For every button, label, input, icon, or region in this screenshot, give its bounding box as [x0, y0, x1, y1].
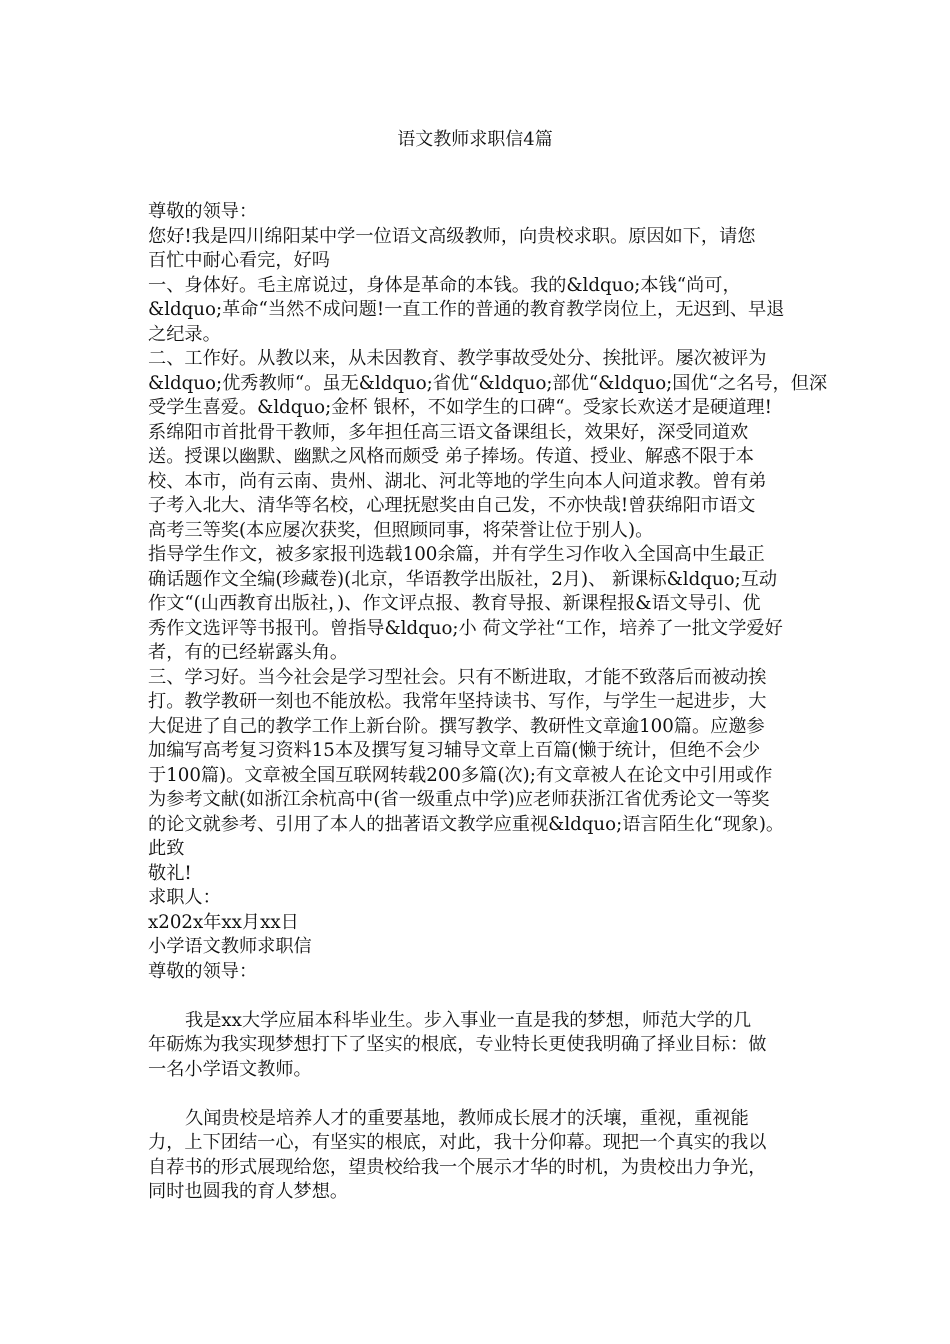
salutation: 尊敬的领导： — [148, 960, 258, 982]
signature-label: 求职人： — [148, 887, 221, 908]
paragraph-line: 同时也圆我的育人梦想。 — [148, 1181, 349, 1202]
section-heading: 小学语文教师求职信 — [148, 936, 312, 957]
date-line: x202x年xx月xx日 — [148, 911, 299, 933]
text-line: 指导学生作文，被多家报刊选载100余篇，并有学生习作收入全国高中生最正 — [148, 544, 765, 565]
text-line: 尊敬的领导： — [148, 201, 258, 222]
text-line: 为参考文献(如浙江余杭高中(省一级重点中学)应老师获浙江省优秀论文一等奖 — [148, 789, 770, 810]
text-line: 校、本市，尚有云南、贵州、湖北、河北等地的学生向本人问道求教。曾有弟 — [148, 470, 767, 492]
text-line: 百忙中耐心看完，好吗 — [148, 250, 330, 271]
paragraph-line: 自荐书的形式展现给您，望贵校给我一个展示才华的时机，为贵校出力争光， — [148, 1156, 767, 1178]
text-line: 于100篇)。文章被全国互联网转载200多篇(次);有文章被人在论文中引用或作 — [148, 764, 773, 786]
paragraph-line: 年砺炼为我实现梦想打下了坚实的根底，专业特长更使我明确了择业目标：做 — [148, 1034, 767, 1055]
text-line: 子考入北大、清华等名校，心理抚慰奖由自己发，不亦快哉!曾获绵阳市语文 — [148, 495, 756, 516]
text-line: 送。授课以幽默、幽默之风格而颇受 弟子捧场。传道、授业、解惑不限于本 — [148, 446, 754, 467]
text-line: 作文“(山西教育出版社，)、作文评点报、教育导报、新课程报&语文导引、优 — [148, 593, 761, 614]
paragraph-line: 力，上下团结一心，有坚实的根底，对此，我十分仰幕。现把一个真实的我以 — [148, 1132, 767, 1153]
text-line: 您好!我是四川绵阳某中学一位语文高级教师，向贵校求职。原因如下，请您 — [148, 225, 756, 247]
text-line: 之纪录。 — [148, 323, 221, 345]
text-line: 确话题作文全编(珍藏卷)(北京，华语教学出版社，2月)、 新课标&ldquo;互动 — [148, 568, 778, 590]
text-line: 者，有的已经崭露头角。 — [148, 642, 349, 663]
text-line: 三、学习好。当今社会是学习型社会。只有不断进取，才能不致落后而被动挨 — [148, 666, 767, 688]
text-line: 系绵阳市首批骨干教师，多年担任高三语文备课组长，效果好，深受同道欢 — [148, 421, 749, 443]
document-title: 语文教师求职信4篇 — [397, 129, 553, 150]
text-line: 打。教学教研一刻也不能放松。我常年坚持读书、写作，与学生一起进步，大 — [148, 691, 767, 712]
document-body — [148, 200, 828, 1205]
paragraph-line: 一名小学语文教师。 — [148, 1058, 312, 1080]
paragraph-gap — [148, 984, 804, 1009]
text-line: 大促进了自己的教学工作上新台阶。撰写教学、教研性文章逾100篇。应邀参 — [148, 715, 765, 737]
paragraph-line: 我是xx大学应届本科毕业生。步入事业一直是我的梦想，师范大学的几 — [185, 1009, 752, 1031]
text-line: 受学生喜爱。&ldquo;金杯 银杯，不如学生的口碑“。受家长欢送才是硬道理! — [148, 397, 772, 418]
text-line: 高考三等奖(本应屡次获奖，但照顾同事，将荣誉让位于别人)。 — [148, 519, 654, 541]
closing-line: 敬礼! — [148, 862, 192, 884]
text-line: &ldquo;革命“当然不成问题!一直工作的普通的教育教学岗位上，无迟到、早退 — [148, 299, 785, 320]
paragraph-gap — [148, 1082, 804, 1107]
text-line: &ldquo;优秀教师“。虽无&ldquo;省优“&ldquo;部优“&ldquo;国优“之名号，但深 — [148, 372, 828, 394]
text-line: 加编写高考复习资料15本及撰写复习辅导文章上百篇(懒于统计，但绝不会少 — [148, 740, 761, 761]
text-line: 秀作文选评等书报刊。曾指导&ldquo;小 荷文学社“工作，培养了一批文学爱好 — [148, 617, 783, 639]
text-line: 二、工作好。从教以来，从未因教育、教学事故受处分、挨批评。屡次被评为 — [148, 348, 767, 369]
closing-line: 此致 — [148, 838, 185, 859]
text-line: 的论文就参考、引用了本人的拙著语文教学应重视&ldquo;语言陌生化“现象)。 — [148, 813, 785, 835]
text-line: 一、身体好。毛主席说过，身体是革命的本钱。我的&ldquo;本钱“尚可， — [148, 274, 741, 296]
paragraph-line: 久闻贵校是培养人才的重要基地，教师成长展才的沃壤，重视，重视能 — [185, 1107, 749, 1129]
